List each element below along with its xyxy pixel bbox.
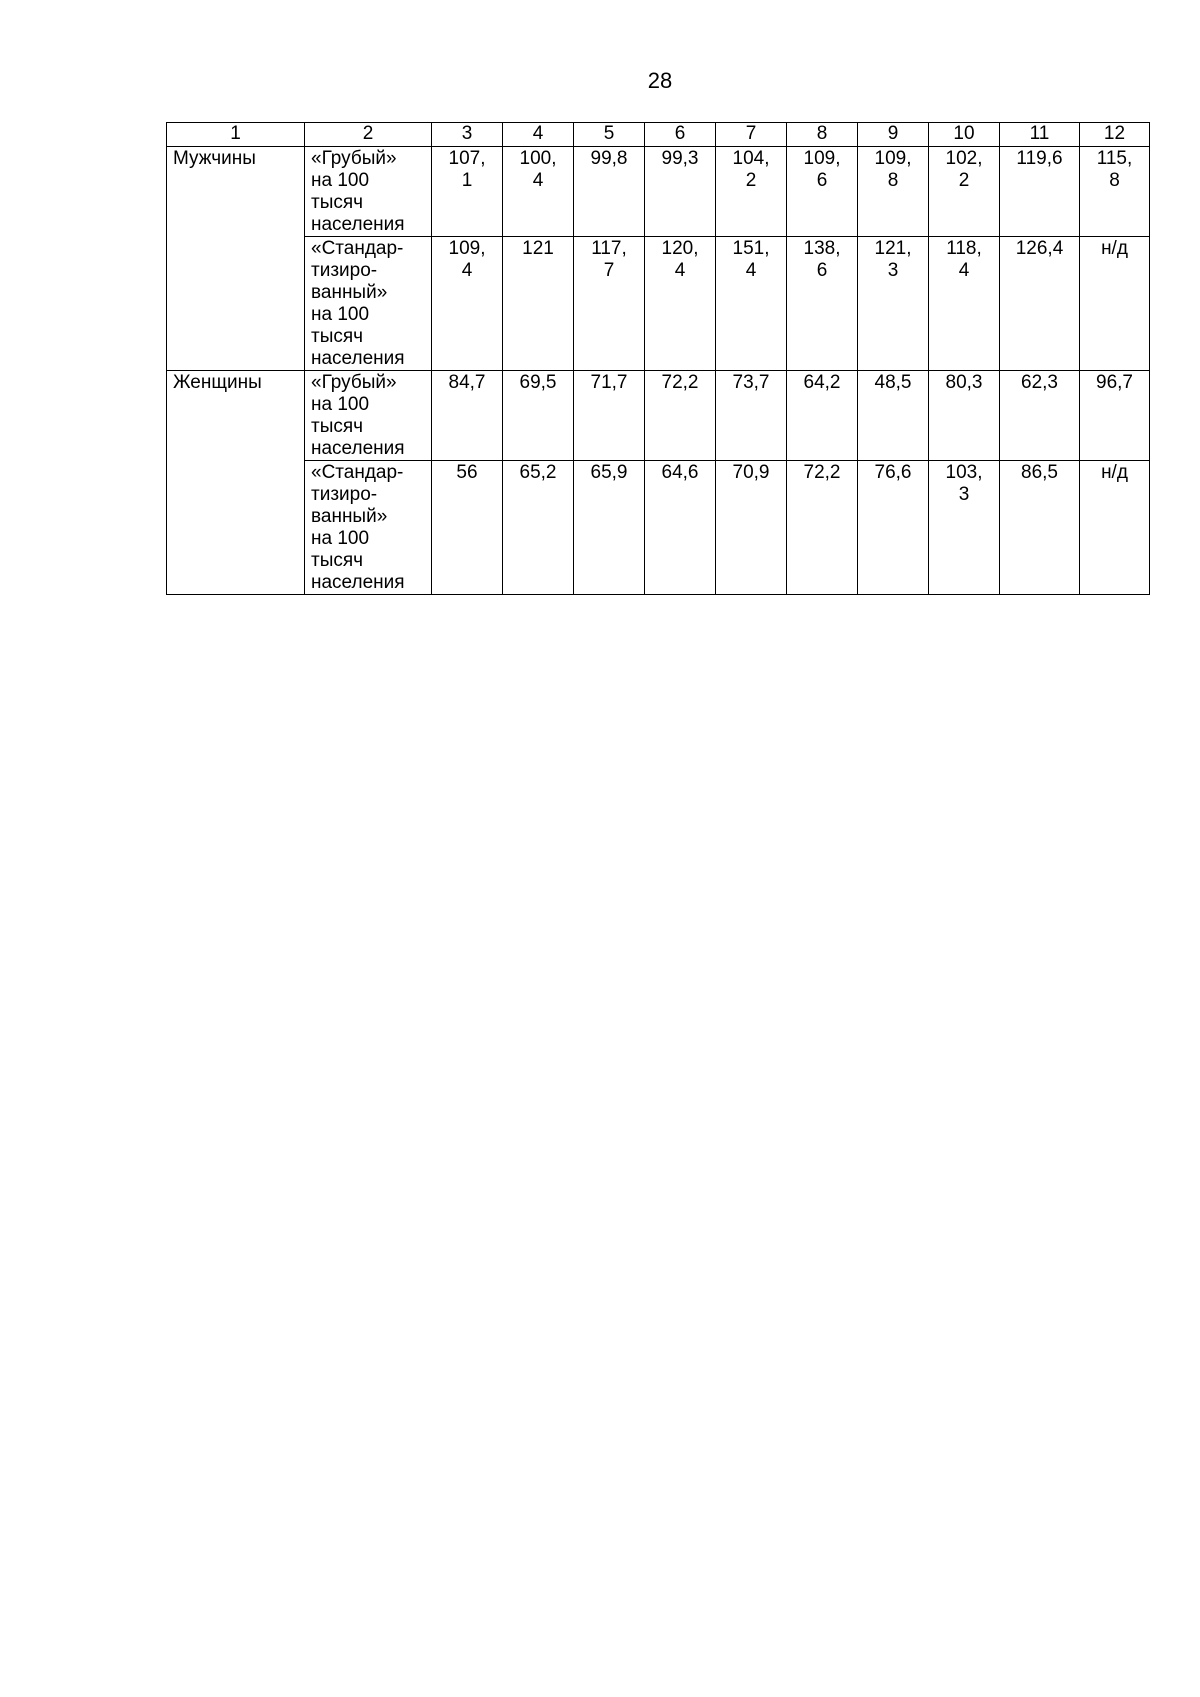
table-cell: 119,6	[1000, 147, 1080, 237]
table-cell: 96,7	[1080, 371, 1150, 461]
table-cell: 84,7	[432, 371, 503, 461]
table-cell: 100, 4	[503, 147, 574, 237]
table-cell: 80,3	[929, 371, 1000, 461]
table-header-row	[167, 123, 1150, 147]
table-row	[167, 237, 1150, 371]
table-cell: 126,4	[1000, 237, 1080, 371]
table-cell: 86,5	[1000, 461, 1080, 595]
column-header: 4	[503, 123, 574, 147]
table-cell: 121, 3	[858, 237, 929, 371]
table-cell: 48,5	[858, 371, 929, 461]
table-cell: 107, 1	[432, 147, 503, 237]
table-cell: 109, 4	[432, 237, 503, 371]
table-cell: 109, 8	[858, 147, 929, 237]
column-header: 11	[1000, 123, 1080, 147]
table-cell: 62,3	[1000, 371, 1080, 461]
table-cell: 118, 4	[929, 237, 1000, 371]
statistics-table	[166, 122, 1150, 595]
table-cell: 76,6	[858, 461, 929, 595]
table-cell: 72,2	[787, 461, 858, 595]
table-cell: 109, 6	[787, 147, 858, 237]
column-header: 12	[1080, 123, 1150, 147]
table-cell: 71,7	[574, 371, 645, 461]
table-cell: 56	[432, 461, 503, 595]
table-cell: 99,8	[574, 147, 645, 237]
table-row	[167, 461, 1150, 595]
table-cell: 64,6	[645, 461, 716, 595]
table-cell: 70,9	[716, 461, 787, 595]
column-header: 10	[929, 123, 1000, 147]
table-cell: 73,7	[716, 371, 787, 461]
table-cell: 138, 6	[787, 237, 858, 371]
table-cell: н/д	[1080, 237, 1150, 371]
column-header: 5	[574, 123, 645, 147]
column-header: 1	[167, 123, 305, 147]
group-label-men: Мужчины	[167, 147, 305, 371]
table-cell: 99,3	[645, 147, 716, 237]
column-header: 3	[432, 123, 503, 147]
table-row	[167, 371, 1150, 461]
table-cell: 117, 7	[574, 237, 645, 371]
measure-label: «Стандар- тизиро- ванный» на 100 тысяч населения	[305, 237, 432, 371]
table-cell: 104, 2	[716, 147, 787, 237]
table-cell: 151, 4	[716, 237, 787, 371]
column-header: 7	[716, 123, 787, 147]
table-cell: 121	[503, 237, 574, 371]
measure-label: «Грубый» на 100 тысяч населения	[305, 147, 432, 237]
column-header: 8	[787, 123, 858, 147]
table-cell: 103, 3	[929, 461, 1000, 595]
measure-label: «Грубый» на 100 тысяч населения	[305, 371, 432, 461]
measure-label: «Стандар- тизиро- ванный» на 100 тысяч населения	[305, 461, 432, 595]
table-cell: 65,2	[503, 461, 574, 595]
page-number: 28	[647, 68, 673, 93]
table-cell: 115, 8	[1080, 147, 1150, 237]
table-row	[167, 147, 1150, 237]
column-header: 9	[858, 123, 929, 147]
table-cell: 102, 2	[929, 147, 1000, 237]
column-header: 2	[305, 123, 432, 147]
table-cell: н/д	[1080, 461, 1150, 595]
table-cell: 120, 4	[645, 237, 716, 371]
group-label-women: Женщины	[167, 371, 305, 595]
table-cell: 72,2	[645, 371, 716, 461]
table-cell: 64,2	[787, 371, 858, 461]
table-cell: 65,9	[574, 461, 645, 595]
column-header: 6	[645, 123, 716, 147]
table-cell: 69,5	[503, 371, 574, 461]
